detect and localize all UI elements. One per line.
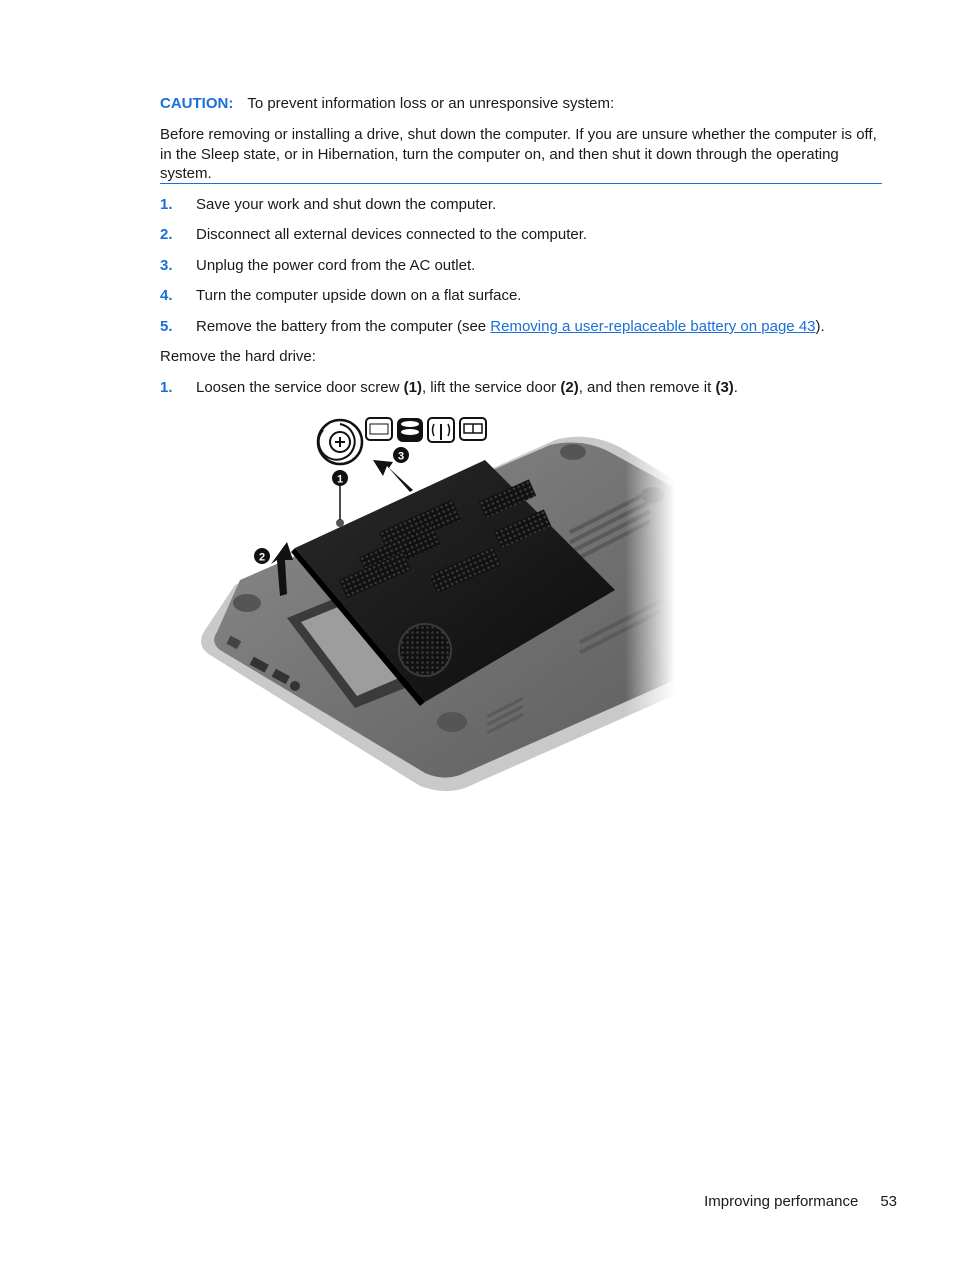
- service-door-illustration: [195, 410, 675, 795]
- remove-arrow-icon: [373, 460, 413, 492]
- step-text: Turn the computer upside down on a flat surface.: [196, 287, 522, 304]
- step-text: Save your work and shut down the computer.: [196, 196, 497, 213]
- svg-text:3: 3: [397, 450, 405, 463]
- callout-ref-1: (1): [403, 379, 422, 396]
- step-number: 2.: [160, 226, 173, 243]
- caution-body: Before removing or installing a drive, shut down the computer. If you are unsure whether the computer is off, in the Sleep state, or in Hibernation, turn the computer on, and then shut it down through the operating system.: [160, 126, 877, 182]
- step-number: 1.: [160, 196, 173, 213]
- page-number: 53: [880, 1193, 897, 1210]
- remove-intro: Remove the hard drive:: [160, 348, 316, 365]
- step-text: Unplug the power cord from the AC outlet.: [196, 257, 476, 274]
- step-text-part: , and then remove it: [578, 379, 716, 396]
- callout-3: [393, 447, 409, 463]
- keyboard-icon: [366, 418, 392, 440]
- page-footer: [704, 1192, 897, 1211]
- callout-1: [332, 470, 348, 520]
- svg-text:2: 2: [258, 551, 266, 564]
- step-text-before: Remove the battery from the computer (see: [196, 318, 491, 335]
- step-text: [196, 317, 825, 336]
- step-number: 4.: [160, 287, 173, 304]
- step-text-after: ).: [815, 318, 825, 335]
- caution-label: CAUTION:: [160, 95, 234, 112]
- memory-icon: [460, 418, 486, 440]
- callout-ref-3: (3): [715, 379, 734, 396]
- caution-text: To prevent information loss or an unresponsive system:: [247, 95, 615, 112]
- step-number: 3.: [160, 257, 173, 274]
- step-text-part: , lift the service door: [421, 379, 561, 396]
- step-text-part: .: [733, 379, 738, 396]
- svg-text:1: 1: [336, 473, 344, 486]
- battery-removal-link[interactable]: Removing a user-replaceable battery on page 43: [490, 318, 816, 335]
- hard-drive-icon: [397, 418, 423, 442]
- caution-divider: [160, 183, 882, 184]
- screw-rotate-icon: [318, 420, 362, 464]
- footer-section: Improving performance: [704, 1193, 859, 1210]
- callout-ref-2: (2): [560, 379, 579, 396]
- step-number: 5.: [160, 318, 173, 335]
- callout-2: [254, 548, 270, 564]
- step-number: 1.: [160, 379, 173, 396]
- service-door-screw: [336, 519, 344, 527]
- step-text: Disconnect all external devices connected to the computer.: [196, 226, 588, 243]
- step-text: [196, 378, 738, 397]
- caution-heading: [160, 94, 882, 114]
- step-text-part: Loosen the service door screw: [196, 379, 404, 396]
- wireless-icon: [428, 418, 454, 442]
